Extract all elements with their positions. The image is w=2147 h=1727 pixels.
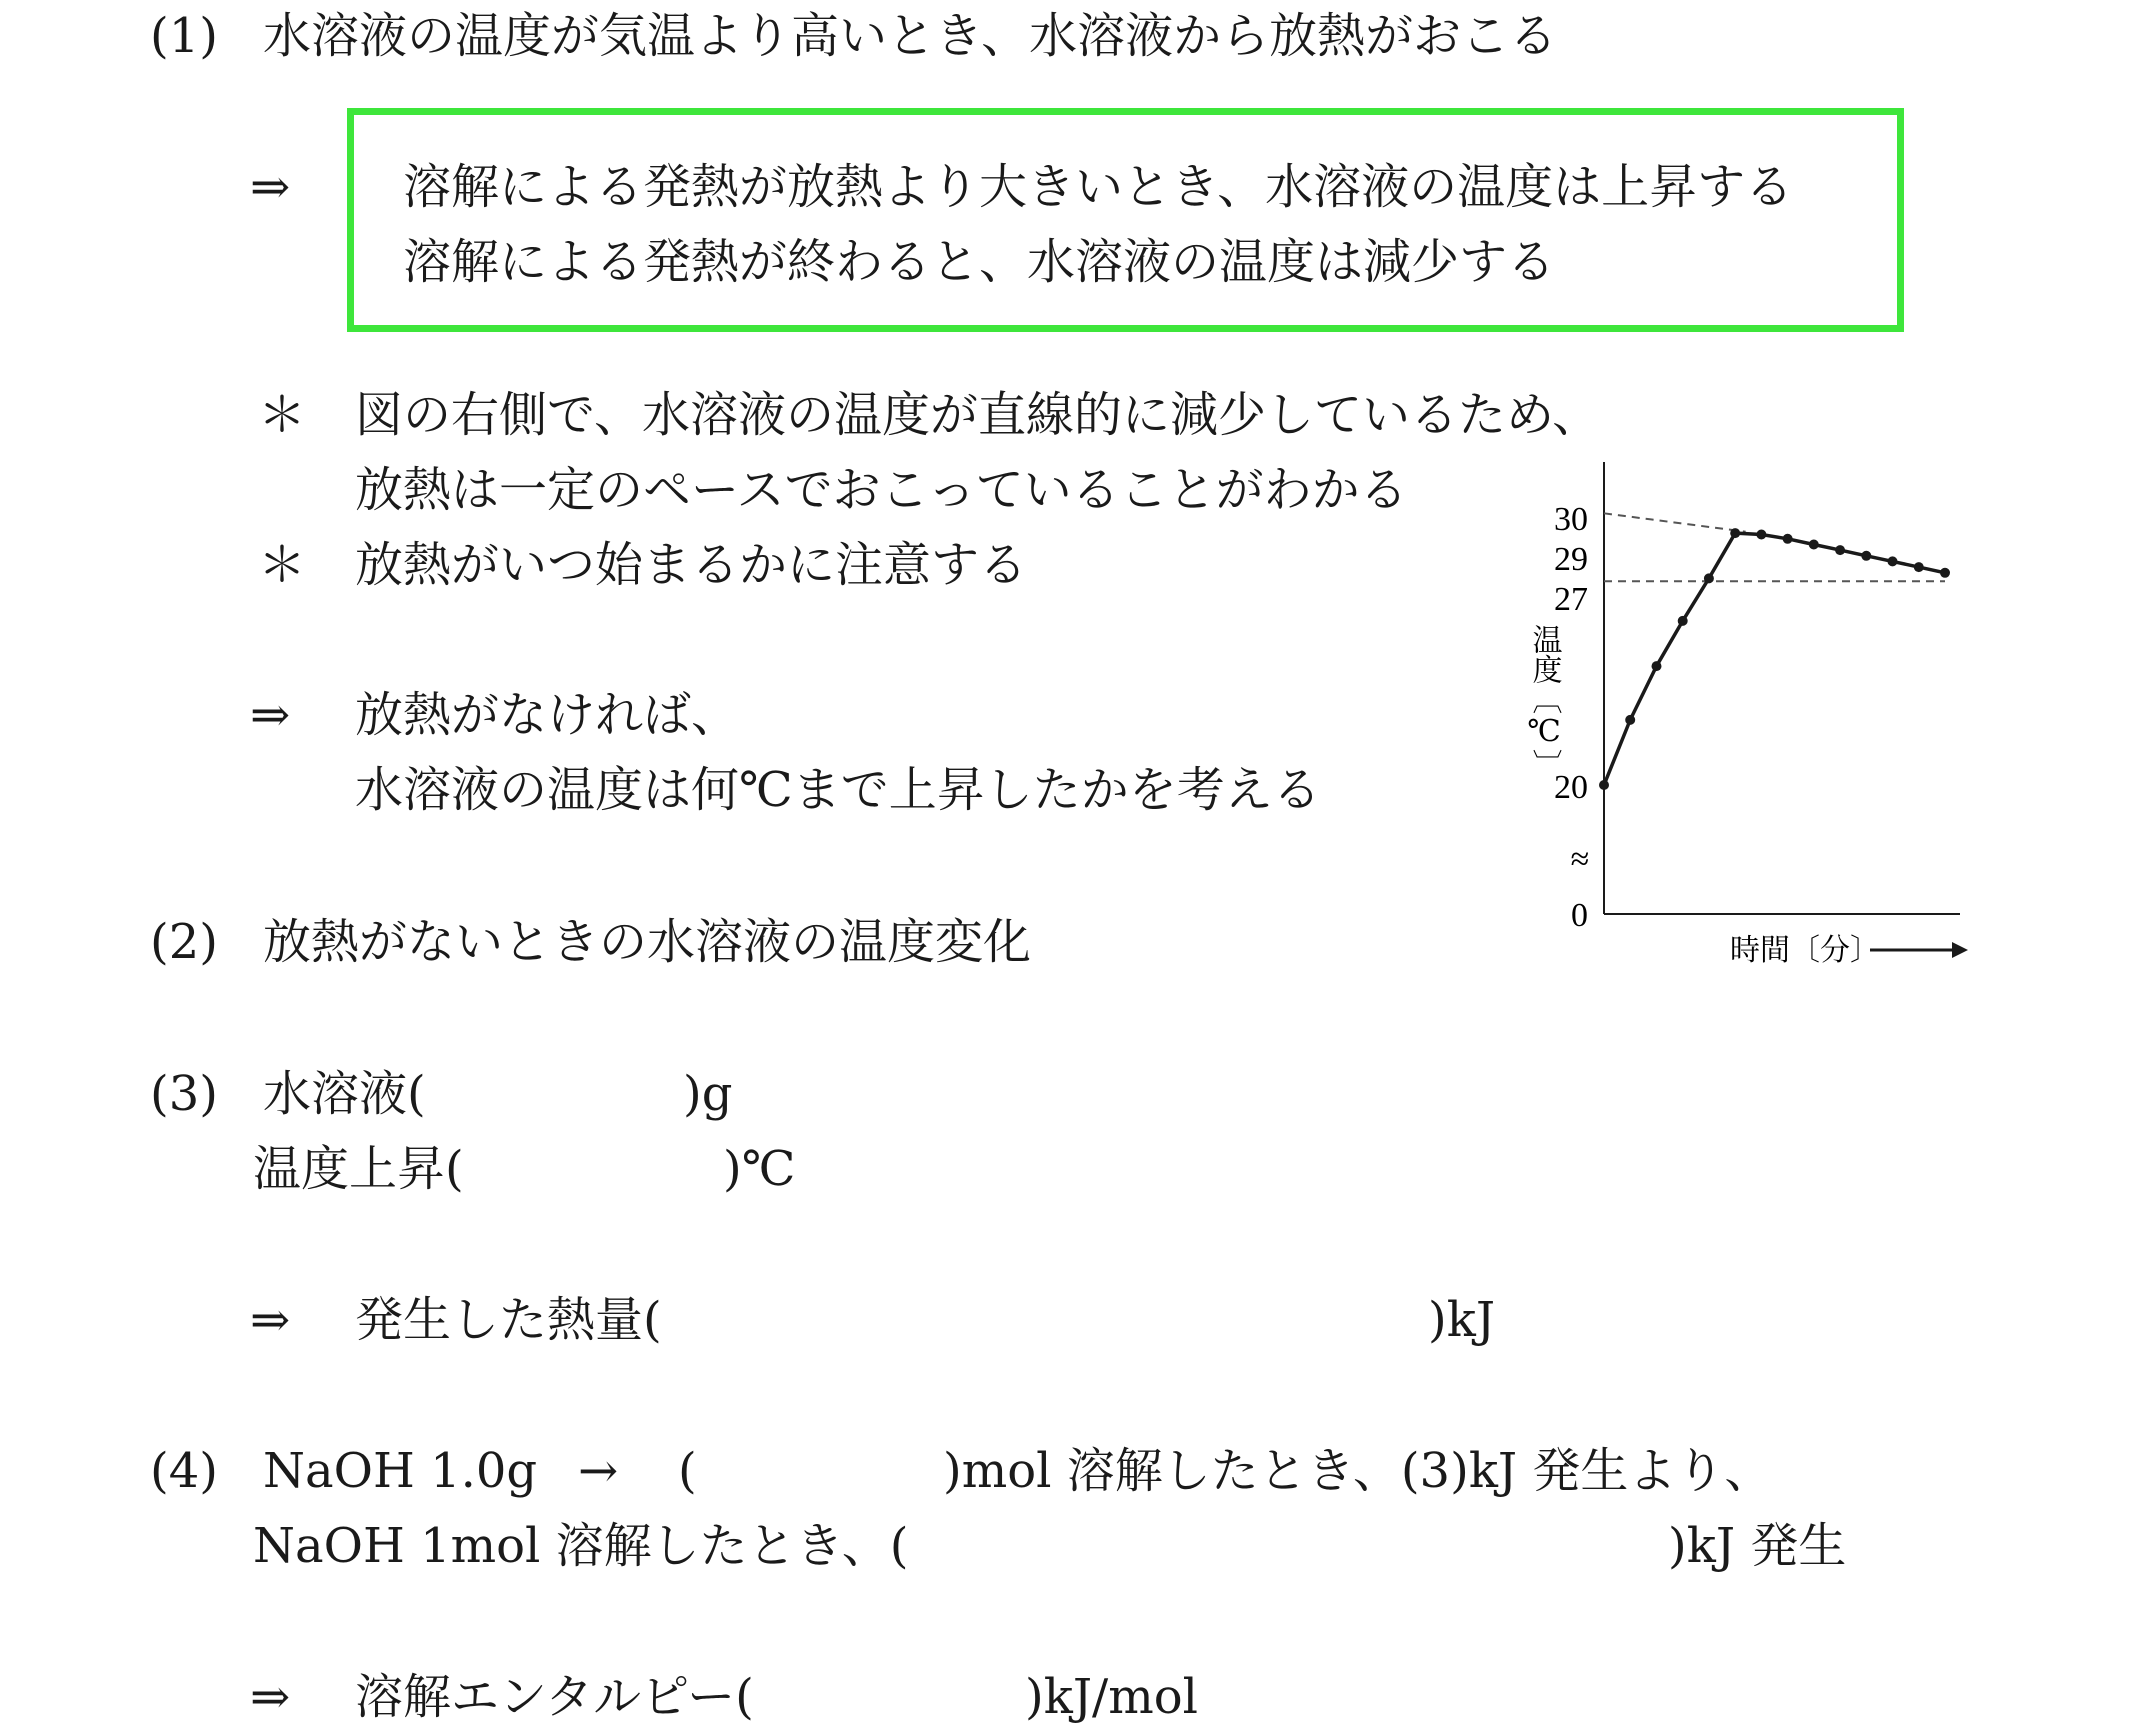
q3-heat-unit: )kJ [1428,1292,1496,1348]
q4-mol-open: ( [678,1443,697,1499]
conclusion-line-2: 水溶液の温度は何℃まで上昇したかを考える [355,762,1321,818]
q4-arrow-right: → [578,1443,619,1499]
data-point [1783,534,1793,544]
q3-temp-unit: )℃ [723,1141,796,1197]
data-point [1730,528,1740,538]
data-point [1678,616,1688,626]
star-1: ＊ [258,387,307,443]
y-tick-label: 30 [1554,501,1588,538]
star-2: ＊ [258,537,307,593]
q4-mass: NaOH 1.0g [263,1443,538,1499]
q3-temp-label: 温度上昇( [253,1141,464,1197]
data-point [1625,715,1635,725]
data-point [1652,661,1662,671]
q4-per-mol-unit: )kJ 発生 [1668,1518,1847,1574]
data-point [1809,540,1819,550]
axis-break-mark: ≈ [1570,841,1590,878]
q4-enthalpy-unit: )kJ/mol [1025,1669,1198,1725]
arrow-1: ⇒ [250,159,291,215]
y-tick-label: 27 [1554,581,1588,618]
arrow-2: ⇒ [250,687,291,743]
q4-arrow: ⇒ [250,1669,291,1725]
highlight-box [347,108,1904,332]
note1-line-2: 放熱は一定のペースでおこっていることがわかる [355,462,1408,518]
reference-line [1604,513,1746,531]
q4-per-mol-label: NaOH 1mol 溶解したとき、( [253,1518,909,1574]
box-line-2: 溶解による発熱が終わると、水溶液の温度は減少する [403,234,1556,290]
data-point [1940,568,1950,578]
temperature-chart [1500,462,1980,972]
y-tick-label: 29 [1554,541,1588,578]
data-point [1835,545,1845,555]
data-point [1888,556,1898,566]
note1-line-1: 図の右側で、水溶液の温度が直線的に減少しているため、 [355,387,1601,443]
note2: 放熱がいつ始まるかに注意する [355,537,1028,593]
q3-arrow: ⇒ [250,1292,291,1348]
data-point [1756,530,1766,540]
x-axis-label: 時間〔分〕 [1730,934,1880,967]
box-line-1: 溶解による発熱が放熱より大きいとき、水溶液の温度は上昇する [403,159,1794,215]
q2-text: 放熱がないときの水溶液の温度変化 [263,914,1032,970]
series-line [1604,533,1945,785]
data-point [1704,573,1714,583]
y-tick-label: 0 [1571,897,1588,934]
q4-number: (4) [150,1443,218,1499]
q1-number: (1) [150,8,218,64]
q3-number: (3) [150,1066,218,1122]
y-tick-label: 20 [1554,769,1588,806]
q3-solution-label: 水溶液( [263,1066,426,1122]
q4-mol-text: )mol 溶解したとき、(3)kJ 発生より、 [943,1443,1773,1499]
data-point [1861,551,1871,561]
data-point [1914,562,1924,572]
y-axis-label: 温度〔℃〕 [1527,624,1561,779]
q2-number: (2) [150,914,218,970]
q3-solution-unit: )g [683,1066,733,1122]
x-axis-arrowhead [1952,942,1968,958]
q3-heat-label: 発生した熱量( [355,1292,662,1348]
q4-enthalpy-label: 溶解エンタルピー( [355,1669,754,1725]
data-point [1599,780,1609,790]
conclusion-line-1: 放熱がなければ、 [355,687,740,743]
q1-text: 水溶液の温度が気温より高いとき、水溶液から放熱がおこる [263,8,1558,64]
